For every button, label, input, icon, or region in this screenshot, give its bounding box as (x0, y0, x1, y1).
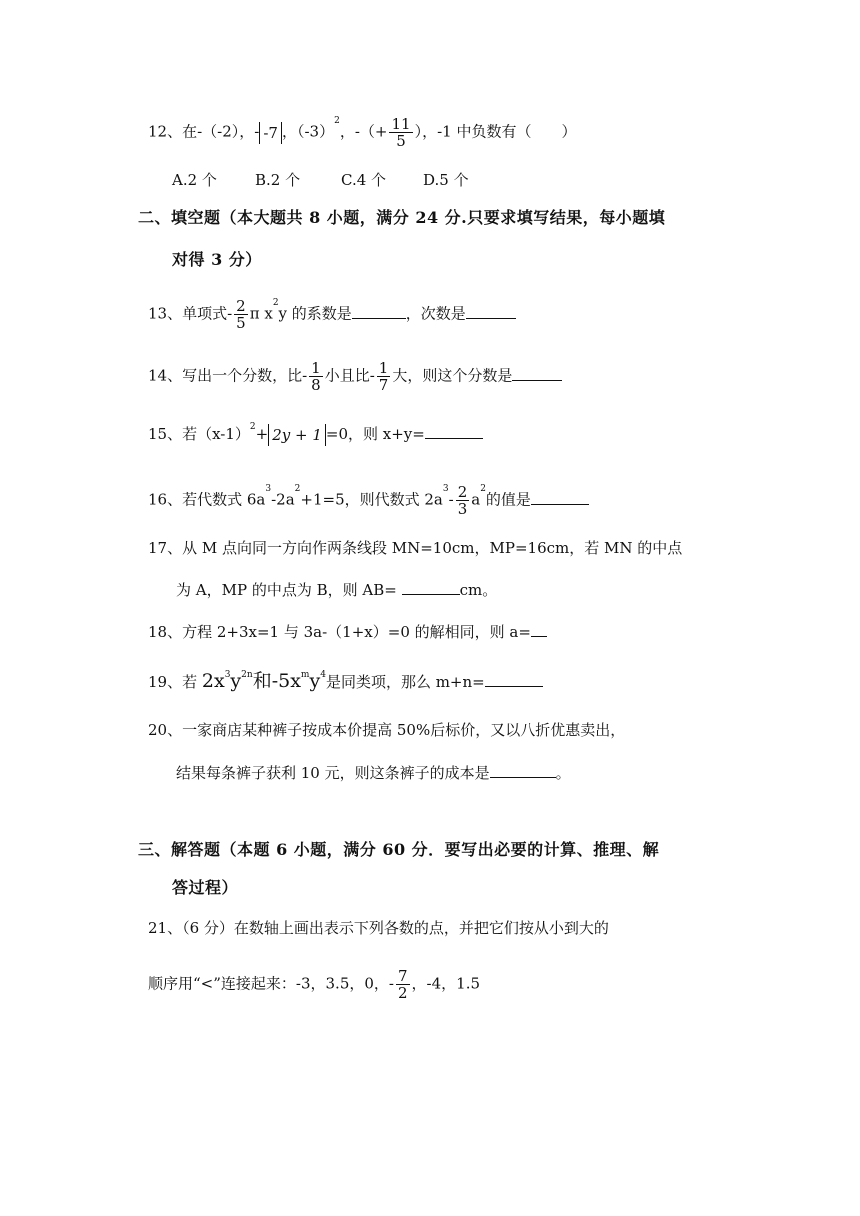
answer-blank[interactable] (425, 422, 483, 439)
option-a: A.2 个 (172, 171, 217, 189)
question-13: 13、单项式- $\frac{2}{5}$ π $x^2y$ 的系数是 ，次数是 (148, 298, 516, 331)
answer-blank[interactable] (512, 364, 562, 381)
answer-blank[interactable] (485, 670, 543, 687)
question-21: 21、（6 分）在数轴上画出表示下列各数的点，并把它们按从小到大的 (148, 919, 609, 937)
question-12: 12、在-（-2），- -7 ，$(-3)^2$，-（+ $\frac{11}{5}$ ），-1 中负数有（ ） (148, 115, 577, 150)
answer-blank[interactable] (531, 488, 589, 505)
question-19: 19、若 $2x^3y^{2n}$和$-5x^my^4$是同类项，那么 m+n= (148, 670, 543, 692)
section-3-heading-cont: 答过程） (172, 878, 239, 897)
question-17-cont: 为 A，MP 的中点为 B，则 AB= cm。 (176, 578, 497, 600)
question-14: 14、写出一个分数，比- $\frac{1}{8}$ 小且比- $\frac{1}{7}$ 大，则这个分数是 (148, 360, 562, 393)
option-c: C.4 个 (341, 171, 387, 189)
fraction: $\frac{2}{3}$ (457, 483, 468, 518)
question-15: 15、若$(x-1)^2+ 2y + 1 =0$，则 x+y= (148, 422, 483, 446)
question-18: 18、方程 2+3x=1 与 3a-（1+x）=0 的解相同，则 a= (148, 620, 547, 642)
section-3-heading: 三、解答题（本题 6 小题，满分 60 分．要写出必要的计算、推理、解 (138, 840, 660, 859)
question-12-options (172, 170, 469, 190)
answer-blank[interactable] (352, 302, 406, 319)
answer-blank[interactable] (490, 761, 556, 778)
answer-blank[interactable] (466, 302, 516, 319)
option-d: D.5 个 (423, 171, 469, 189)
option-b: B.2 个 (255, 171, 301, 189)
question-20-cont: 结果每条裤子获利 10 元，则这条裤子的成本是 。 (176, 761, 571, 783)
question-17: 17、从 M 点向同一方向作两条线段 MN=10cm，MP=16cm，若 MN 的中点 (148, 539, 683, 557)
question-16: 16、若代数式 $6a^3-2a^2+1=5$，则代数式 $2a^3-$ $\frac{2}{3}$ $a^2$的值是 (148, 484, 589, 517)
fraction: $\frac{7}{2}$ (398, 967, 408, 1002)
fraction: $\frac{2}{5}$ (236, 297, 246, 332)
section-2-heading-cont: 对得 3 分） (172, 250, 262, 269)
section-2-heading: 二、填空题（本大题共 8 小题，满分 24 分.只要求填写结果，每小题填 (138, 208, 666, 227)
answer-blank[interactable] (402, 578, 460, 595)
question-20: 20、一家商店某种裤子按成本价提高 50%后标价，又以八折优惠卖出， (148, 721, 626, 739)
fraction: $\frac{1}{8}$ (311, 359, 321, 394)
absolute-value: -7 (259, 122, 282, 144)
question-21-cont: 顺序用“<”连接起来：-3，3.5，0，- $\frac{7}{2}$ ，-4，1.5 (148, 967, 481, 1002)
answer-blank[interactable] (531, 620, 547, 637)
fraction: $\frac{1}{7}$ (378, 359, 389, 394)
absolute-value: 2y + 1 (268, 424, 326, 446)
fraction: $\frac{11}{5}$ (391, 115, 411, 150)
